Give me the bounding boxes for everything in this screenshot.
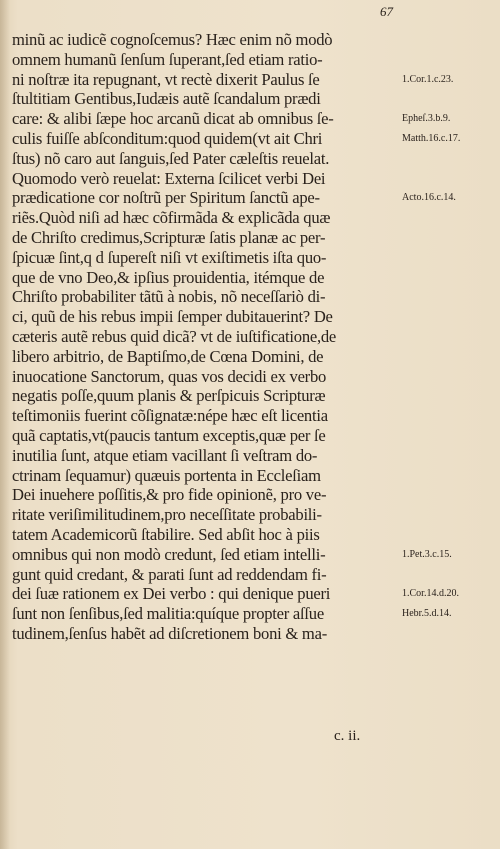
text-line: teſtimoniis fuerint cõſignatæ:népe hæc eſt licentia	[12, 406, 328, 426]
text-line: care: & alibi ſæpe hoc arcanũ dicat ab omnibus ſe-	[12, 109, 334, 129]
text-line: cæteris autẽ rebus quid dicã? vt de iuſtificatione,de	[12, 326, 337, 346]
text-line: ſpicuæ ſint,q d ſupereſt niſi vt exiſtimetis iſta quo-	[12, 247, 327, 267]
text-line: que de vno Deo,& ipſius prouidentia, itémque de	[12, 267, 325, 287]
text-line: Dei inuehere poſſitis,& pro fide opinionẽ, pro ve-	[12, 485, 327, 505]
text-line: ſtultitiam Gentibus,Iudæis autẽ ſcandalum prædi	[12, 89, 321, 109]
text-line: ſtus) nõ caro aut ſanguis,ſed Pater cæleſtis reuelat.	[12, 148, 330, 168]
text-line: ci, quũ de his rebus impii ſemper dubitauerint? De	[12, 307, 333, 327]
text-line: quã captatis,vt(paucis tantum exceptis,quæ per ſe	[12, 425, 326, 445]
text-line: inuocatione Sanctorum, quas vos decidi ex verbo	[12, 366, 327, 386]
gutter-shadow	[0, 0, 10, 849]
text-line: ni noſtræ ita repugnant, vt rectè dixerit Paulus ſe	[12, 69, 320, 89]
margin-note: Hebr.5.d.14.	[402, 608, 452, 620]
catchword: c. ii.	[334, 728, 361, 744]
text-line: minũ ac iudicẽ cognoſcemus? Hæc enim nõ modò	[12, 30, 333, 49]
text-line: ſunt non ſenſibus,ſed malitia:quíque propter aſſue	[12, 604, 324, 624]
text-line: libero arbitrio, de Baptiſmo,de Cœna Domini, de	[12, 346, 324, 366]
text-line: gunt quid credant, & parati ſunt ad reddendam fi-	[12, 564, 327, 584]
text-line: tudinem,ſenſus habẽt ad diſcretionem boni & ma-	[12, 623, 327, 643]
margin-note: 1.Cor.1.c.23.	[402, 73, 454, 85]
text-line: dei ſuæ rationem ex Dei verbo : qui denique pueri	[12, 584, 331, 604]
folio-number: 67	[380, 4, 393, 19]
text-line: ctrinam ſequamur) quæuis portenta in Eccleſiam	[12, 465, 321, 485]
text-line: Chriſto probabiliter tãtũ à nobis, nõ neceſſariò di-	[12, 287, 326, 307]
text-line: ritate veriſimilitudinem,pro neceſſitate probabili-	[12, 505, 322, 525]
text-line: culis fuiſſe abſconditum:quod quidem(vt ait Chri	[12, 128, 323, 148]
text-line: omnibus qui non modò credunt, ſed etiam intelli-	[12, 544, 326, 564]
margin-note: Matth.16.c.17.	[402, 133, 461, 144]
text-line: Quomodo verò reuelat: Externa ſcilicet verbi Dei	[12, 168, 326, 188]
margin-note: Acto.16.c.14.	[402, 192, 456, 204]
text-line: prædicatione cor noſtrũ per Spiritum ſanctũ ape-	[12, 188, 320, 208]
main-text-block	[12, 30, 402, 644]
text-line: riẽs.Quòd niſi ad hæc cõfirmãda & explicãda quæ	[12, 208, 331, 228]
text-line: de Chriſto credimus,Scripturæ ſatis planæ ac per-	[12, 227, 326, 247]
text-line: negatis poſſe,quum planis & perſpicuis Scripturæ	[12, 386, 326, 406]
margin-note: 1.Pet.3.c.15.	[402, 548, 452, 560]
text-line: tatem Academicorũ ſtabilire. Sed abſit hoc à piis	[12, 524, 320, 544]
text-line: inutilia ſunt, atque etiam vacillant ſi veſtram do-	[12, 445, 318, 465]
margin-note: 1.Cor.14.d.20.	[402, 588, 459, 600]
text-line: omnem humanũ ſenſum ſuperant,ſed etiam ratio-	[12, 49, 323, 69]
margin-note: Epheſ.3.b.9.	[402, 113, 451, 125]
